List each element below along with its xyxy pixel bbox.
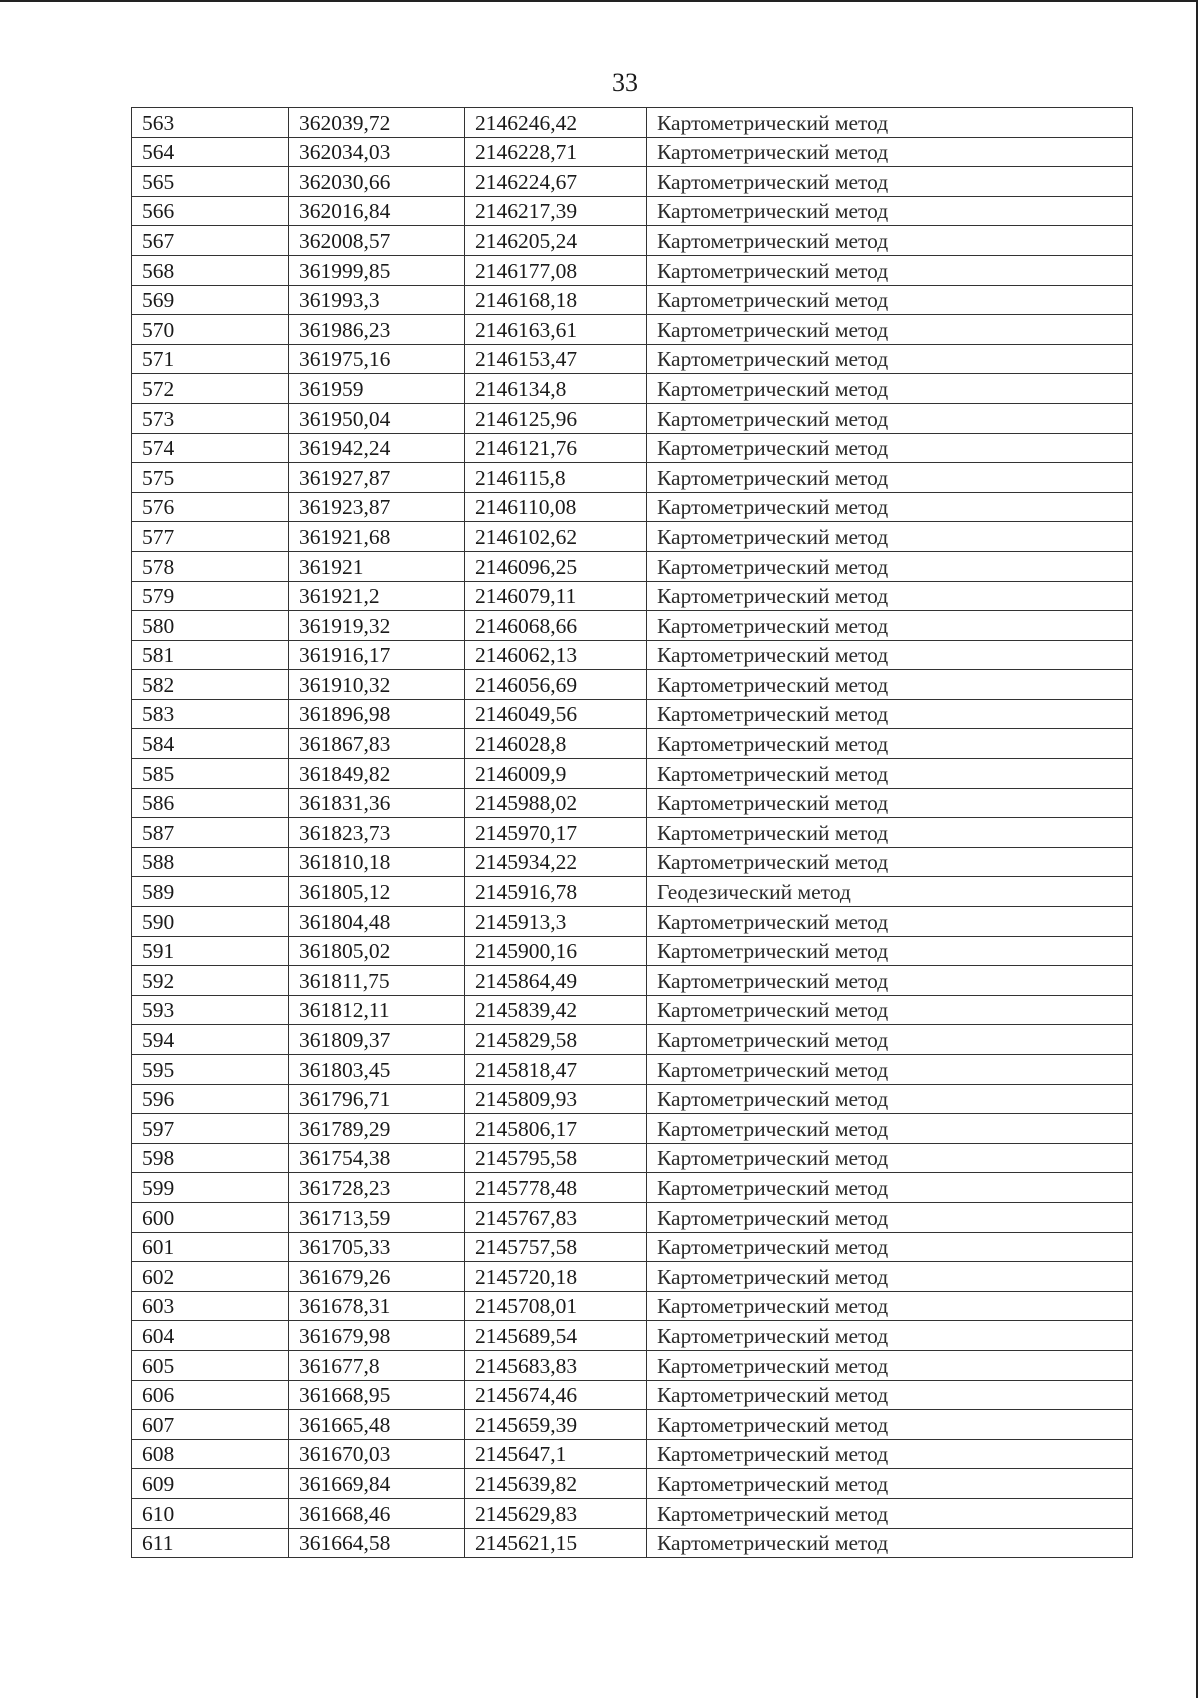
- method-cell: Картометрический метод: [647, 551, 1133, 581]
- table-row: [132, 226, 1133, 256]
- table-row: [132, 255, 1133, 285]
- method-cell: Картометрический метод: [647, 1202, 1133, 1232]
- point-number-cell: 570: [132, 315, 289, 345]
- x-coordinate-cell: 361811,75: [289, 966, 465, 996]
- y-coordinate-cell: 2146168,18: [465, 285, 647, 315]
- method-cell: Картометрический метод: [647, 1055, 1133, 1085]
- table-row: [132, 551, 1133, 581]
- y-coordinate-cell: 2145689,54: [465, 1321, 647, 1351]
- table-row: [132, 1202, 1133, 1232]
- y-coordinate-cell: 2146121,76: [465, 433, 647, 463]
- x-coordinate-cell: 361665,48: [289, 1410, 465, 1440]
- table-row: [132, 1262, 1133, 1292]
- y-coordinate-cell: 2145674,46: [465, 1380, 647, 1410]
- table-row: [132, 492, 1133, 522]
- method-cell: Картометрический метод: [647, 936, 1133, 966]
- x-coordinate-cell: 361789,29: [289, 1114, 465, 1144]
- x-coordinate-cell: 361678,31: [289, 1291, 465, 1321]
- table-row: [132, 936, 1133, 966]
- x-coordinate-cell: 361754,38: [289, 1143, 465, 1173]
- x-coordinate-cell: 361999,85: [289, 255, 465, 285]
- table-row: [132, 1114, 1133, 1144]
- x-coordinate-cell: 362030,66: [289, 167, 465, 197]
- point-number-cell: 568: [132, 255, 289, 285]
- method-cell: Картометрический метод: [647, 611, 1133, 641]
- x-coordinate-cell: 361867,83: [289, 729, 465, 759]
- table-row: [132, 581, 1133, 611]
- point-number-cell: 575: [132, 463, 289, 493]
- method-cell: Картометрический метод: [647, 1350, 1133, 1380]
- y-coordinate-cell: 2145795,58: [465, 1143, 647, 1173]
- table-row: [132, 1380, 1133, 1410]
- table-row: [132, 759, 1133, 789]
- y-coordinate-cell: 2146228,71: [465, 137, 647, 167]
- y-coordinate-cell: 2145683,83: [465, 1350, 647, 1380]
- y-coordinate-cell: 2145988,02: [465, 788, 647, 818]
- method-cell: Картометрический метод: [647, 907, 1133, 937]
- y-coordinate-cell: 2146205,24: [465, 226, 647, 256]
- point-number-cell: 583: [132, 699, 289, 729]
- x-coordinate-cell: 361910,32: [289, 670, 465, 700]
- x-coordinate-cell: 361823,73: [289, 818, 465, 848]
- table-row: [132, 611, 1133, 641]
- x-coordinate-cell: 362039,72: [289, 108, 465, 138]
- point-number-cell: 596: [132, 1084, 289, 1114]
- method-cell: Картометрический метод: [647, 403, 1133, 433]
- y-coordinate-cell: 2146049,56: [465, 699, 647, 729]
- point-number-cell: 579: [132, 581, 289, 611]
- y-coordinate-cell: 2145621,15: [465, 1528, 647, 1558]
- method-cell: Картометрический метод: [647, 1380, 1133, 1410]
- point-number-cell: 567: [132, 226, 289, 256]
- point-number-cell: 601: [132, 1232, 289, 1262]
- x-coordinate-cell: 361810,18: [289, 847, 465, 877]
- y-coordinate-cell: 2145778,48: [465, 1173, 647, 1203]
- y-coordinate-cell: 2145916,78: [465, 877, 647, 907]
- point-number-cell: 610: [132, 1498, 289, 1528]
- table-row: [132, 847, 1133, 877]
- coordinates-table-body: [132, 108, 1133, 1558]
- point-number-cell: 606: [132, 1380, 289, 1410]
- point-number-cell: 608: [132, 1439, 289, 1469]
- y-coordinate-cell: 2146110,08: [465, 492, 647, 522]
- table-row: [132, 374, 1133, 404]
- x-coordinate-cell: 361921,68: [289, 522, 465, 552]
- point-number-cell: 609: [132, 1469, 289, 1499]
- y-coordinate-cell: 2146177,08: [465, 255, 647, 285]
- x-coordinate-cell: 361921: [289, 551, 465, 581]
- table-row: [132, 167, 1133, 197]
- point-number-cell: 598: [132, 1143, 289, 1173]
- x-coordinate-cell: 361679,26: [289, 1262, 465, 1292]
- point-number-cell: 571: [132, 344, 289, 374]
- y-coordinate-cell: 2145839,42: [465, 995, 647, 1025]
- x-coordinate-cell: 361923,87: [289, 492, 465, 522]
- point-number-cell: 597: [132, 1114, 289, 1144]
- table-row: [132, 1528, 1133, 1558]
- table-row: [132, 995, 1133, 1025]
- method-cell: Картометрический метод: [647, 1410, 1133, 1440]
- table-row: [132, 1410, 1133, 1440]
- method-cell: Картометрический метод: [647, 226, 1133, 256]
- method-cell: Картометрический метод: [647, 818, 1133, 848]
- y-coordinate-cell: 2146009,9: [465, 759, 647, 789]
- y-coordinate-cell: 2145639,82: [465, 1469, 647, 1499]
- x-coordinate-cell: 361921,2: [289, 581, 465, 611]
- table-row: [132, 1173, 1133, 1203]
- x-coordinate-cell: 361975,16: [289, 344, 465, 374]
- method-cell: Картометрический метод: [647, 1528, 1133, 1558]
- method-cell: Картометрический метод: [647, 1291, 1133, 1321]
- method-cell: Картометрический метод: [647, 1439, 1133, 1469]
- x-coordinate-cell: 362016,84: [289, 196, 465, 226]
- x-coordinate-cell: 361919,32: [289, 611, 465, 641]
- x-coordinate-cell: 362034,03: [289, 137, 465, 167]
- x-coordinate-cell: 361805,02: [289, 936, 465, 966]
- table-row: [132, 966, 1133, 996]
- x-coordinate-cell: 361916,17: [289, 640, 465, 670]
- table-row: [132, 1291, 1133, 1321]
- point-number-cell: 577: [132, 522, 289, 552]
- method-cell: Картометрический метод: [647, 966, 1133, 996]
- method-cell: Картометрический метод: [647, 1321, 1133, 1351]
- y-coordinate-cell: 2145913,3: [465, 907, 647, 937]
- y-coordinate-cell: 2146028,8: [465, 729, 647, 759]
- point-number-cell: 595: [132, 1055, 289, 1085]
- point-number-cell: 578: [132, 551, 289, 581]
- method-cell: Картометрический метод: [647, 374, 1133, 404]
- table-row: [132, 522, 1133, 552]
- point-number-cell: 605: [132, 1350, 289, 1380]
- point-number-cell: 573: [132, 403, 289, 433]
- y-coordinate-cell: 2145757,58: [465, 1232, 647, 1262]
- method-cell: Картометрический метод: [647, 285, 1133, 315]
- table-row: [132, 344, 1133, 374]
- y-coordinate-cell: 2145647,1: [465, 1439, 647, 1469]
- method-cell: Картометрический метод: [647, 1143, 1133, 1173]
- method-cell: Картометрический метод: [647, 1232, 1133, 1262]
- method-cell: Картометрический метод: [647, 255, 1133, 285]
- table-row: [132, 1143, 1133, 1173]
- method-cell: Картометрический метод: [647, 1498, 1133, 1528]
- coordinates-table: [131, 107, 1133, 1558]
- y-coordinate-cell: 2145629,83: [465, 1498, 647, 1528]
- point-number-cell: 564: [132, 137, 289, 167]
- point-number-cell: 580: [132, 611, 289, 641]
- x-coordinate-cell: 361668,95: [289, 1380, 465, 1410]
- method-cell: Картометрический метод: [647, 729, 1133, 759]
- table-row: [132, 463, 1133, 493]
- point-number-cell: 607: [132, 1410, 289, 1440]
- x-coordinate-cell: 361950,04: [289, 403, 465, 433]
- point-number-cell: 576: [132, 492, 289, 522]
- x-coordinate-cell: 361728,23: [289, 1173, 465, 1203]
- method-cell: Картометрический метод: [647, 1025, 1133, 1055]
- x-coordinate-cell: 361803,45: [289, 1055, 465, 1085]
- y-coordinate-cell: 2146062,13: [465, 640, 647, 670]
- table-row: [132, 907, 1133, 937]
- point-number-cell: 584: [132, 729, 289, 759]
- x-coordinate-cell: 361927,87: [289, 463, 465, 493]
- y-coordinate-cell: 2146224,67: [465, 167, 647, 197]
- point-number-cell: 589: [132, 877, 289, 907]
- table-row: [132, 1055, 1133, 1085]
- y-coordinate-cell: 2145809,93: [465, 1084, 647, 1114]
- point-number-cell: 602: [132, 1262, 289, 1292]
- y-coordinate-cell: 2145767,83: [465, 1202, 647, 1232]
- method-cell: Картометрический метод: [647, 522, 1133, 552]
- table-row: [132, 670, 1133, 700]
- y-coordinate-cell: 2145806,17: [465, 1114, 647, 1144]
- y-coordinate-cell: 2146115,8: [465, 463, 647, 493]
- x-coordinate-cell: 361809,37: [289, 1025, 465, 1055]
- method-cell: Картометрический метод: [647, 463, 1133, 493]
- method-cell: Картометрический метод: [647, 137, 1133, 167]
- x-coordinate-cell: 361670,03: [289, 1439, 465, 1469]
- table-row: [132, 1350, 1133, 1380]
- y-coordinate-cell: 2146153,47: [465, 344, 647, 374]
- point-number-cell: 586: [132, 788, 289, 818]
- x-coordinate-cell: 361669,84: [289, 1469, 465, 1499]
- point-number-cell: 563: [132, 108, 289, 138]
- point-number-cell: 566: [132, 196, 289, 226]
- y-coordinate-cell: 2145829,58: [465, 1025, 647, 1055]
- y-coordinate-cell: 2145708,01: [465, 1291, 647, 1321]
- method-cell: Картометрический метод: [647, 788, 1133, 818]
- table-row: [132, 433, 1133, 463]
- x-coordinate-cell: 361677,8: [289, 1350, 465, 1380]
- table-row: [132, 403, 1133, 433]
- y-coordinate-cell: 2146056,69: [465, 670, 647, 700]
- table-row: [132, 1084, 1133, 1114]
- table-row: [132, 729, 1133, 759]
- table-row: [132, 196, 1133, 226]
- method-cell: Картометрический метод: [647, 433, 1133, 463]
- table-row: [132, 137, 1133, 167]
- x-coordinate-cell: 361849,82: [289, 759, 465, 789]
- method-cell: Картометрический метод: [647, 995, 1133, 1025]
- x-coordinate-cell: 361804,48: [289, 907, 465, 937]
- x-coordinate-cell: 361959: [289, 374, 465, 404]
- table-row: [132, 699, 1133, 729]
- method-cell: Картометрический метод: [647, 1173, 1133, 1203]
- x-coordinate-cell: 361812,11: [289, 995, 465, 1025]
- method-cell: Картометрический метод: [647, 640, 1133, 670]
- method-cell: Картометрический метод: [647, 492, 1133, 522]
- method-cell: Картометрический метод: [647, 581, 1133, 611]
- point-number-cell: 581: [132, 640, 289, 670]
- point-number-cell: 591: [132, 936, 289, 966]
- method-cell: Картометрический метод: [647, 759, 1133, 789]
- x-coordinate-cell: 361668,46: [289, 1498, 465, 1528]
- table-row: [132, 1469, 1133, 1499]
- point-number-cell: 604: [132, 1321, 289, 1351]
- table-row: [132, 640, 1133, 670]
- method-cell: Картометрический метод: [647, 847, 1133, 877]
- x-coordinate-cell: 361679,98: [289, 1321, 465, 1351]
- point-number-cell: 588: [132, 847, 289, 877]
- y-coordinate-cell: 2145659,39: [465, 1410, 647, 1440]
- x-coordinate-cell: 361713,59: [289, 1202, 465, 1232]
- table-row: [132, 788, 1133, 818]
- method-cell: Картометрический метод: [647, 1262, 1133, 1292]
- method-cell: Картометрический метод: [647, 1469, 1133, 1499]
- y-coordinate-cell: 2145934,22: [465, 847, 647, 877]
- y-coordinate-cell: 2146125,96: [465, 403, 647, 433]
- table-row: [132, 1321, 1133, 1351]
- y-coordinate-cell: 2146163,61: [465, 315, 647, 345]
- point-number-cell: 572: [132, 374, 289, 404]
- method-cell: Картометрический метод: [647, 196, 1133, 226]
- table-row: [132, 285, 1133, 315]
- y-coordinate-cell: 2146134,8: [465, 374, 647, 404]
- method-cell: Картометрический метод: [647, 699, 1133, 729]
- x-coordinate-cell: 361942,24: [289, 433, 465, 463]
- method-cell: Картометрический метод: [647, 344, 1133, 374]
- method-cell: Картометрический метод: [647, 108, 1133, 138]
- method-cell: Картометрический метод: [647, 315, 1133, 345]
- y-coordinate-cell: 2145864,49: [465, 966, 647, 996]
- point-number-cell: 592: [132, 966, 289, 996]
- method-cell: Картометрический метод: [647, 167, 1133, 197]
- table-row: [132, 108, 1133, 138]
- table-row: [132, 1439, 1133, 1469]
- point-number-cell: 590: [132, 907, 289, 937]
- y-coordinate-cell: 2146079,11: [465, 581, 647, 611]
- point-number-cell: 600: [132, 1202, 289, 1232]
- y-coordinate-cell: 2145970,17: [465, 818, 647, 848]
- table-row: [132, 877, 1133, 907]
- table-row: [132, 818, 1133, 848]
- method-cell: Геодезический метод: [647, 877, 1133, 907]
- point-number-cell: 594: [132, 1025, 289, 1055]
- table-row: [132, 1025, 1133, 1055]
- table-row: [132, 1498, 1133, 1528]
- x-coordinate-cell: 362008,57: [289, 226, 465, 256]
- table-row: [132, 315, 1133, 345]
- table-row: [132, 1232, 1133, 1262]
- page-number: 33: [612, 68, 638, 97]
- y-coordinate-cell: 2145900,16: [465, 936, 647, 966]
- x-coordinate-cell: 361805,12: [289, 877, 465, 907]
- x-coordinate-cell: 361664,58: [289, 1528, 465, 1558]
- x-coordinate-cell: 361986,23: [289, 315, 465, 345]
- point-number-cell: 565: [132, 167, 289, 197]
- x-coordinate-cell: 361993,3: [289, 285, 465, 315]
- method-cell: Картометрический метод: [647, 670, 1133, 700]
- y-coordinate-cell: 2146246,42: [465, 108, 647, 138]
- method-cell: Картометрический метод: [647, 1084, 1133, 1114]
- y-coordinate-cell: 2146096,25: [465, 551, 647, 581]
- point-number-cell: 569: [132, 285, 289, 315]
- method-cell: Картометрический метод: [647, 1114, 1133, 1144]
- point-number-cell: 599: [132, 1173, 289, 1203]
- point-number-cell: 593: [132, 995, 289, 1025]
- point-number-cell: 574: [132, 433, 289, 463]
- y-coordinate-cell: 2146068,66: [465, 611, 647, 641]
- y-coordinate-cell: 2145818,47: [465, 1055, 647, 1085]
- point-number-cell: 603: [132, 1291, 289, 1321]
- x-coordinate-cell: 361896,98: [289, 699, 465, 729]
- y-coordinate-cell: 2146102,62: [465, 522, 647, 552]
- y-coordinate-cell: 2145720,18: [465, 1262, 647, 1292]
- y-coordinate-cell: 2146217,39: [465, 196, 647, 226]
- x-coordinate-cell: 361796,71: [289, 1084, 465, 1114]
- point-number-cell: 587: [132, 818, 289, 848]
- point-number-cell: 611: [132, 1528, 289, 1558]
- x-coordinate-cell: 361831,36: [289, 788, 465, 818]
- x-coordinate-cell: 361705,33: [289, 1232, 465, 1262]
- point-number-cell: 582: [132, 670, 289, 700]
- point-number-cell: 585: [132, 759, 289, 789]
